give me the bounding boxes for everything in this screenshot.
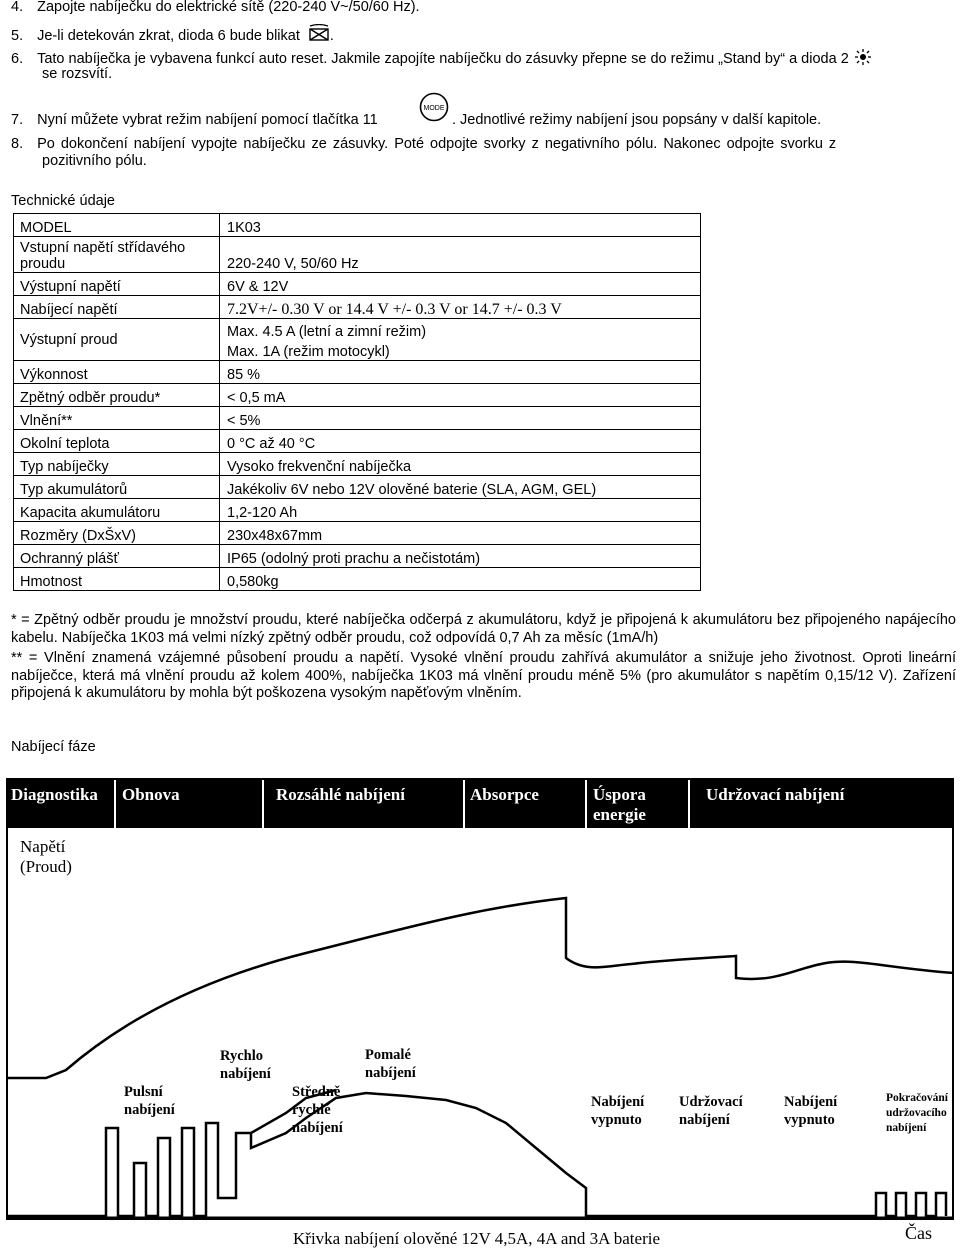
- y-axis-label: Napětí: [20, 837, 66, 856]
- table-row: [14, 499, 701, 522]
- table-row: [14, 237, 701, 273]
- annotation-rychlo: [220, 1048, 272, 1082]
- step-7: 7. Nyní můžete vybrat režim nabíjení pomocí tlačítka 11: [11, 112, 378, 128]
- table-row: [14, 319, 701, 361]
- annotation-line: Udržovací: [679, 1094, 743, 1110]
- table-row: [14, 361, 701, 384]
- mode-icon-label: MODE: [423, 105, 445, 112]
- y-axis-label-2: (Proud): [20, 857, 72, 876]
- footnote-ripple: ** = Vlnění znamená vzájemné působení proudu a napětí. Vysoké vlnění proudu zahřívá akumulátor a snižuje jeho životnost. Oproti lineární nabíječce, která má vlnění proudu až kolem 400%, nabíječka 1K03 má vlnění proudu méně 5% (pro akumulátor s napětím 0,15/12 V). Zařízení připojená k akumulátoru by mohla být poškozena vysokým napěťovým vlněním.: [11, 650, 956, 701]
- step-8: 8. Po dokončení nabíjení vypojte nabíječku ze zásuvky. Poté odpojte svorky z negativního pólu. Nakonec odpojte svorku z: [11, 136, 837, 152]
- led-sun-icon: [855, 49, 871, 65]
- step-6: 6. Tato nabíječka je vybavena funkcí auto reset. Jakmile zapojíte nabíječku do zásuvky přepne se do režimu „Stand by“ a dioda 2: [11, 49, 871, 68]
- phase-rozsahle-nabijeni: Rozsáhlé nabíjení: [276, 785, 405, 804]
- spec-value: 6V & 12V: [220, 273, 701, 296]
- tech-heading: Technické údaje: [11, 193, 115, 209]
- spec-key: Typ nabíječky: [14, 453, 220, 476]
- phase-absorpce: Absorpce: [470, 785, 539, 804]
- spec-key: Výkonnost: [14, 361, 220, 384]
- spec-value: 1,2-120 Ah: [220, 499, 701, 522]
- spec-value: 7.2V+/- 0.30 V or 14.4 V +/- 0.3 V or 14.7 +/- 0.3 V: [220, 296, 701, 319]
- phase-diagnostika: Diagnostika: [11, 785, 98, 804]
- spec-key: Vlnění**: [14, 407, 220, 430]
- short-circuit-blink-icon: [308, 24, 330, 42]
- spec-value: 85 %: [220, 361, 701, 384]
- spec-key: Výstupní proud: [14, 319, 220, 361]
- table-row: [14, 407, 701, 430]
- spec-key: Typ akumulátorů: [14, 476, 220, 499]
- annotation-line: vypnuto: [591, 1112, 642, 1128]
- spec-key: [14, 237, 220, 273]
- spec-key: Zpětný odběr proudu*: [14, 384, 220, 407]
- spec-key: Hmotnost: [14, 568, 220, 591]
- spec-value: 220-240 V, 50/60 Hz: [220, 237, 701, 273]
- spec-key: Výstupní napětí: [14, 273, 220, 296]
- spec-value: 230x48x67mm: [220, 522, 701, 545]
- table-row: [14, 568, 701, 591]
- spec-value: 0 °C až 40 °C: [220, 430, 701, 453]
- phase-udrzovaci-nabijeni: Udržovací nabíjení: [706, 785, 845, 804]
- chart-svg: [6, 778, 954, 1220]
- spec-value: IP65 (odolný proti prachu a nečistotám): [220, 545, 701, 568]
- spec-key: Ochranný plášť: [14, 545, 220, 568]
- spec-key-line2: proudu: [20, 256, 66, 272]
- annotation-pokracovani: [886, 1092, 949, 1134]
- step-8-line2: pozitivního pólu.: [42, 153, 147, 169]
- spec-key: MODEL: [14, 214, 220, 237]
- spec-value: < 0,5 mA: [220, 384, 701, 407]
- spec-value: < 5%: [220, 407, 701, 430]
- annotation-line: Pulsní: [124, 1084, 163, 1100]
- table-row: [14, 214, 701, 237]
- step-4: 4. Zapojte nabíječku do elektrické sítě (220-240 V~/50/60 Hz).: [11, 0, 420, 15]
- step-5: 5. Je-li detekován zkrat, dioda 6 bude blikat .: [11, 24, 334, 45]
- footnote-standby-drain: * = Zpětný odběr proudu je množství proudu, které nabíječka odčerpá z akumulátoru, když je připojená k akumulátoru bez připojeného napájecího kabelu. Nabíječka 1K03 má velmi nízký zpětný odběr proudu, což odpovídá 0,7 Ah za měsíc (1mA/h): [11, 612, 956, 646]
- annotation-line: Rychlo: [220, 1048, 263, 1064]
- table-row: [14, 384, 701, 407]
- annotation-vypnuto-2: [784, 1094, 838, 1128]
- spec-value: 0,580kg: [220, 568, 701, 591]
- annotation-vypnuto-1: [591, 1094, 645, 1128]
- step-6-line2: se rozsvítí.: [42, 66, 113, 82]
- annotation-line: nabíjení: [220, 1066, 271, 1082]
- table-row: [14, 545, 701, 568]
- annotation-line: nabíjení: [124, 1102, 175, 1118]
- tech-spec-table: [13, 213, 701, 591]
- mode-button-icon: [419, 92, 449, 127]
- table-row: [14, 476, 701, 499]
- annotation-line: Pomalé: [365, 1047, 411, 1063]
- spec-key: Okolní teplota: [14, 430, 220, 453]
- annotation-udrzovaci: [679, 1094, 744, 1128]
- annotation-line: nabíjení: [365, 1065, 416, 1081]
- spec-key-line1: Vstupní napětí střídavého: [20, 240, 186, 256]
- annotation-line: nabíjení: [679, 1112, 730, 1128]
- annotation-line: rychlé: [292, 1102, 331, 1118]
- spec-value: Vysoko frekvenční nabíječka: [220, 453, 701, 476]
- chart-frame-border: [7, 779, 953, 1219]
- spec-value-line2: Max. 1A (režim motocykl): [227, 344, 390, 360]
- phase-uspora-line1: Úspora: [593, 785, 646, 804]
- x-axis-label: Čas: [905, 1223, 932, 1243]
- spec-value: Jakékoliv 6V nebo 12V olověné baterie (SLA, AGM, GEL): [220, 476, 701, 499]
- spec-value: [220, 319, 701, 361]
- annotation-line: Pokračování: [886, 1092, 948, 1104]
- table-row: [14, 453, 701, 476]
- spec-value: 1K03: [220, 214, 701, 237]
- chart-title: Křivka nabíjení olověné 12V 4,5A, 4A and 3A baterie: [293, 1229, 660, 1248]
- step-7-tail: . Jednotlivé režimy nabíjení jsou popsány v další kapitole.: [452, 112, 822, 128]
- spec-key: Nabíjecí napětí: [14, 296, 220, 319]
- table-row: [14, 522, 701, 545]
- table-row: [14, 296, 701, 319]
- annotation-line: Nabíjení: [591, 1094, 645, 1110]
- annotation-line: udržovacího: [886, 1107, 947, 1119]
- spec-key: Rozměry (DxŠxV): [14, 522, 220, 545]
- table-row: [14, 273, 701, 296]
- phase-uspora-line2: energie: [593, 805, 646, 824]
- voltage-curve: [8, 898, 954, 1078]
- annotation-line: Středně: [292, 1084, 341, 1100]
- annotation-line: Nabíjení: [784, 1094, 838, 1110]
- phase-obnova: Obnova: [122, 785, 180, 804]
- table-row: [14, 430, 701, 453]
- annotation-line: nabíjení: [292, 1120, 343, 1136]
- annotation-pomale: [365, 1047, 417, 1081]
- phases-heading: Nabíjecí fáze: [11, 739, 96, 755]
- annotation-pulsni: [124, 1084, 176, 1118]
- spec-key: Kapacita akumulátoru: [14, 499, 220, 522]
- annotation-line: nabíjení: [886, 1122, 927, 1134]
- spec-value-line1: Max. 4.5 A (letní a zimní režim): [227, 324, 427, 340]
- charging-curve-chart: [6, 778, 954, 1220]
- annotation-line: vypnuto: [784, 1112, 835, 1128]
- annotation-stredne: [292, 1084, 344, 1136]
